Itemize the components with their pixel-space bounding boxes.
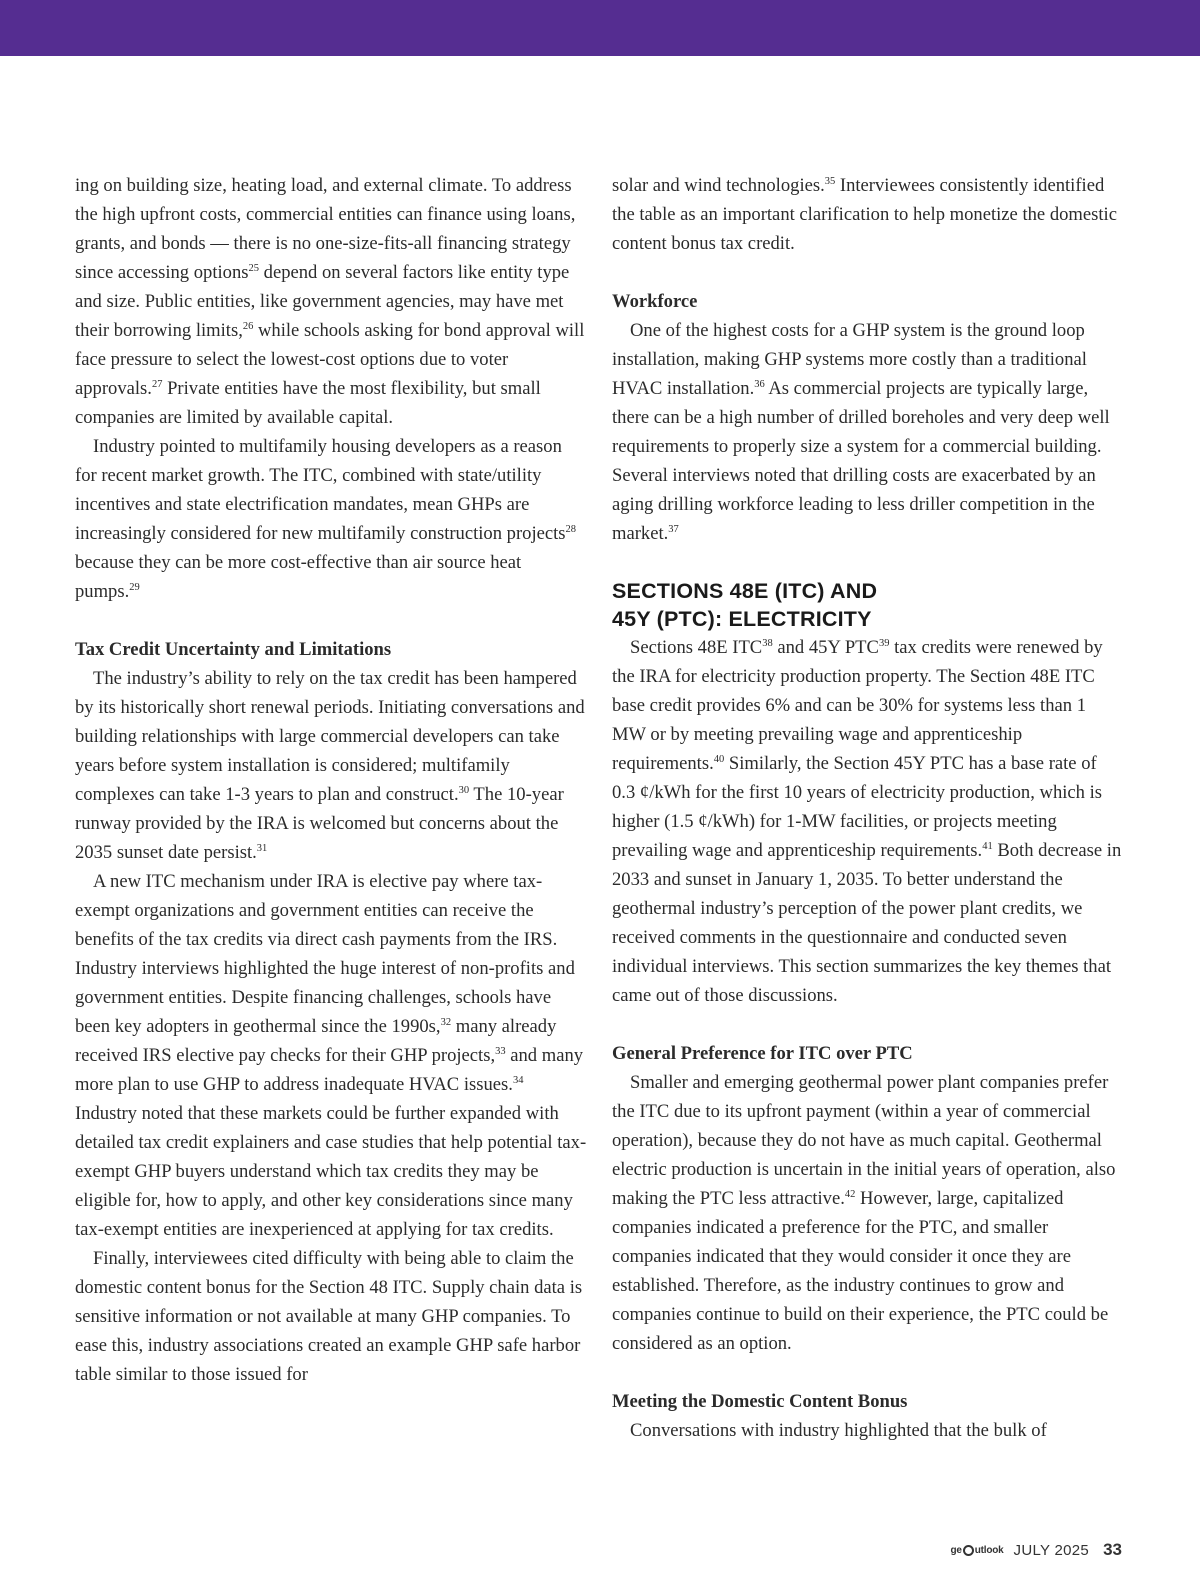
subheading: Tax Credit Uncertainty and Limitations	[75, 639, 392, 660]
spacer	[612, 1358, 1124, 1387]
body-paragraph	[75, 867, 587, 1244]
section-heading	[612, 577, 1124, 633]
footnote-ref: 28	[565, 524, 577, 535]
text-run: depend on several factors like entity type and size. Public entities, like government agencies, may have met their borrowing limits,	[75, 262, 570, 341]
footnote-ref: 34	[512, 1075, 524, 1086]
footnote-ref: 37	[668, 524, 679, 535]
footnote-ref: 27	[151, 379, 163, 390]
subheading: General Preference for ITC over PTC	[612, 1043, 913, 1064]
spacer	[612, 1010, 1124, 1039]
text-run: Both decrease in 2033 and sunset in January 1, 2035. To better understand the geothermal industry’s perception of the power plant credits, we received comments in the questionnaire and conducted seven individual interviews. This section summarizes the key themes that came out of those discussions.	[612, 840, 1122, 1006]
body-paragraph	[612, 1416, 1124, 1445]
footnote-ref: 38	[762, 638, 773, 649]
footnote-ref: 31	[256, 843, 268, 854]
text-run: Industry noted that these markets could be further expanded with detailed tax credit explainers and case studies that help potential tax-exempt GHP buyers understand which tax credits they may be eligible for, how to apply, and other key considerations since many tax-exempt entities are inexperienced at applying for tax credits.	[75, 1103, 587, 1240]
spacer	[75, 606, 587, 635]
text-run: Similarly, the Section 45Y PTC has a base rate of 0.3 ¢/kWh for the first 10 years of electricity production, which is higher (1.5 ¢/kWh) for 1-MW facilities, or projects meeting prevailing wage and apprenticeship requirements.	[612, 753, 1103, 861]
text-run: Industry pointed to multifamily housing developers as a reason for recent market growth. The ITC, combined with state/utility incentives and state electrification mandates, mean GHPs are increasingly considered for new multifamily construction projects	[75, 436, 566, 544]
section-heading-line: SECTIONS 48E (ITC) AND	[612, 579, 878, 603]
section-heading-line: 45Y (PTC): ELECTRICITY	[612, 607, 872, 631]
subheading: Workforce	[612, 291, 698, 312]
text-run: As commercial projects are typically large, there can be a high number of drilled boreholes and very deep well requirements to properly size a system for a commercial building. Several interviews noted that drilling costs are exacerbated by an aging drilling workforce leading to less driller competition in the market.	[612, 378, 1110, 544]
body-paragraph	[612, 1068, 1124, 1358]
header-bar	[0, 0, 1200, 56]
text-run: ing on building size, heating load, and external climate. To address the high upfront costs, commercial entities can finance using loans, grants, and bonds — there is no one-size-fits-all financing strategy since accessing options	[75, 175, 576, 283]
body-paragraph	[75, 432, 587, 606]
subheading: Meeting the Domestic Content Bonus	[612, 1391, 908, 1412]
text-run: A new ITC mechanism under IRA is elective pay where tax-exempt organizations and government entities can receive the benefits of the tax credits via direct cash payments from the IRS. Industry interviews highlighted the huge interest of non-profits and government entities. Despite financing challenges, schools have been key adopters in geothermal since the 1990s,	[75, 871, 575, 1037]
body-paragraph	[75, 171, 587, 432]
page-number: 33	[1103, 1540, 1122, 1559]
body-paragraph	[75, 664, 587, 867]
body-paragraph	[75, 1244, 587, 1389]
text-run: tax credits were renewed by the IRA for electricity production property. The Section 48E ITC base credit provides 6% and can be 30% for systems less than 1 MW or by meeting prevailing wage and apprenticeship requirements.	[612, 637, 1103, 774]
text-run: many already received IRS elective pay checks for their GHP projects,	[75, 1016, 557, 1066]
issue-date: JULY 2025	[1013, 1541, 1090, 1559]
footnote-ref: 29	[129, 582, 140, 593]
text-run: Private entities have the most flexibility, but small companies are limited by available capital.	[75, 378, 541, 428]
footnote-ref: 36	[754, 379, 765, 390]
body-paragraph	[612, 633, 1124, 1010]
body-paragraph	[612, 171, 1124, 258]
text-run: Interviewees consistently identified the table as an important clarification to help monetize the domestic content bonus tax credit.	[612, 175, 1117, 254]
text-run: However, large, capitalized companies indicated a preference for the PTC, and smaller companies indicated that they would consider it once they are established. Therefore, as the industry continues to grow and companies continue to build on their experience, the PTC could be considered as an option.	[612, 1188, 1109, 1354]
text-run: solar and wind technologies.	[612, 175, 825, 196]
footnote-ref: 26	[242, 321, 254, 332]
text-run: Finally, interviewees cited difficulty with being able to claim the domestic content bonus for the Section 48 ITC. Supply chain data is sensitive information or not available at many GHP companies. To ease this, industry associations created an example GHP safe harbor table similar to those issued for	[75, 1248, 583, 1385]
footnote-ref: 40	[713, 754, 725, 765]
text-run: Conversations with industry highlighted that the bulk of	[630, 1420, 1047, 1441]
footnote-ref: 33	[495, 1046, 506, 1057]
text-run: The 10-year runway provided by the IRA is welcomed but concerns about the 2035 sunset date persist.	[75, 784, 564, 863]
footnote-ref: 39	[878, 638, 890, 649]
footnote-ref: 42	[844, 1189, 856, 1200]
text-run: Sections 48E ITC	[630, 637, 763, 658]
left-column	[75, 171, 587, 1389]
text-run: The industry’s ability to rely on the tax credit has been hampered by its historically short renewal periods. Initiating conversations and building relationships with large commercial developers can take years before system installation is considered; multifamily complexes can take 1-3 years to plan and construct.	[75, 668, 585, 805]
body-paragraph	[612, 316, 1124, 548]
footnote-ref: 41	[982, 841, 993, 852]
footnote-ref: 30	[458, 785, 470, 796]
text-run: Smaller and emerging geothermal power plant companies prefer the ITC due to its upfront payment (within a year of commercial operation), because they do not have as much capital. Geothermal electric production is uncertain in the initial years of operation, also making the PTC less attractive.	[612, 1072, 1116, 1209]
footnote-ref: 35	[824, 176, 836, 187]
text-run: and 45Y PTC	[772, 637, 879, 658]
footnote-ref: 32	[440, 1017, 452, 1028]
text-run: One of the highest costs for a GHP system is the ground loop installation, making GHP systems more costly than a traditional HVAC installation.	[612, 320, 1087, 399]
page-footer	[950, 1540, 1122, 1560]
text-run: while schools asking for bond approval will face pressure to select the lowest-cost options due to voter approvals.	[75, 320, 585, 399]
footnote-ref: 25	[248, 263, 259, 274]
spacer	[612, 258, 1124, 287]
logo-ring-icon	[963, 1545, 974, 1556]
text-run: because they can be more cost-effective than air source heat pumps.	[75, 552, 522, 602]
right-column	[612, 171, 1124, 1445]
text-run: and many more plan to use GHP to address inadequate HVAC issues.	[75, 1045, 584, 1095]
spacer	[612, 548, 1124, 577]
magazine-logo: ge utlook	[950, 1544, 1004, 1556]
